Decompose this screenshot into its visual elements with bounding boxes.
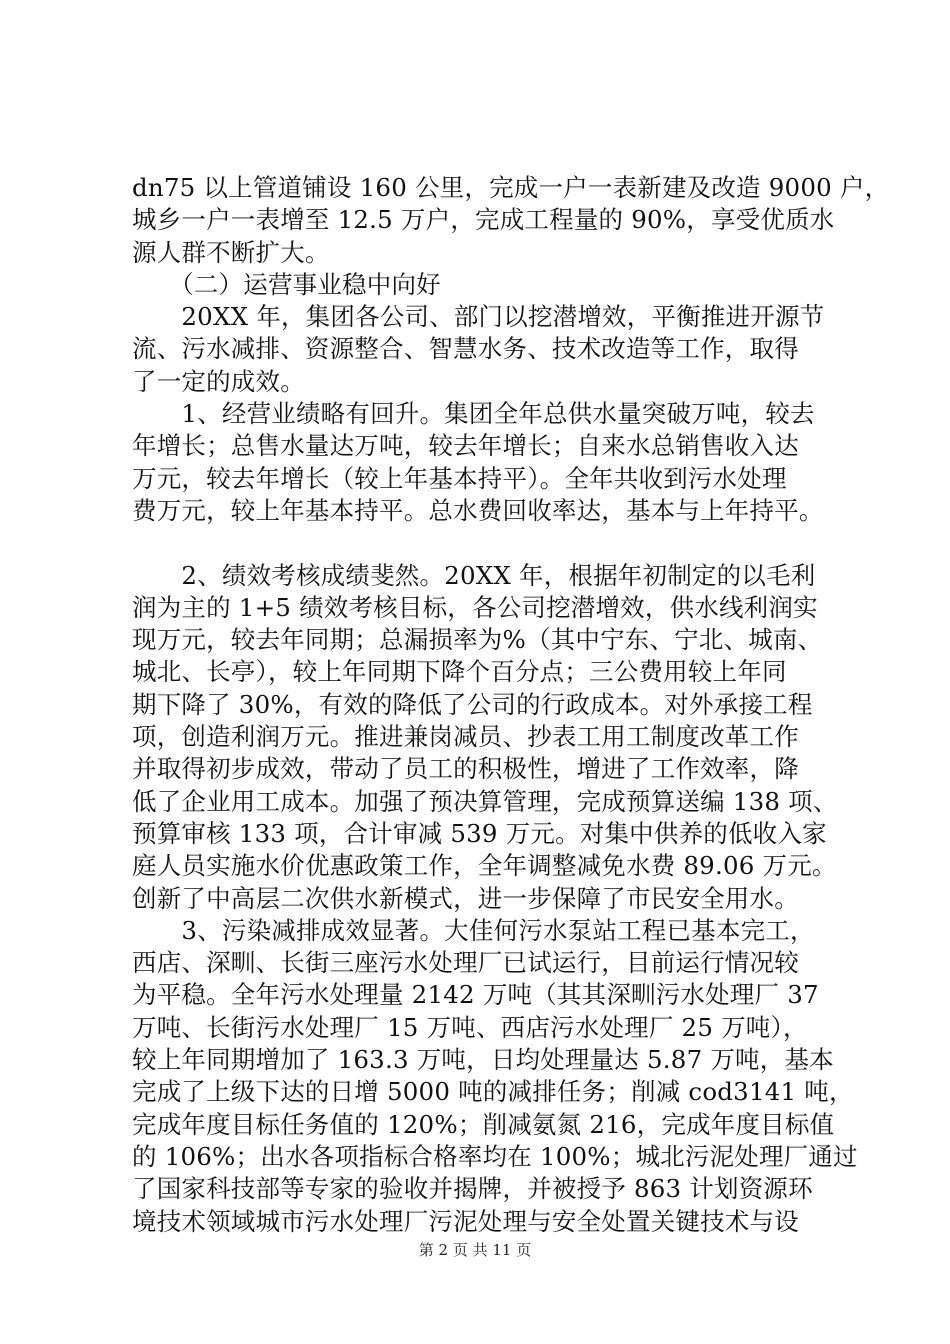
text-line: 西店、深甽、长街三座污水处理厂已试运行，目前运行情况较 bbox=[132, 948, 799, 978]
text-line: 费万元，较上年基本持平。总水费回收率达，基本与上年持平。 bbox=[132, 495, 824, 525]
document-body bbox=[132, 172, 890, 1238]
text-line: 期下降了 30%，有效的降低了公司的行政成本。对外承接工程 bbox=[132, 689, 813, 719]
text-line: dn75 以上管道铺设 160 公里，完成一户一表新建及改造 9000 户， bbox=[132, 173, 890, 202]
text-line: 预算审核 133 项，合计审减 539 万元。对集中供养的低收入家 bbox=[132, 818, 827, 848]
text-line: 庭人员实施水价优惠政策工作，全年调整减免水费 89.06 万元。 bbox=[132, 851, 837, 881]
page-number-footer: 第 2 页 共 11 页 bbox=[418, 1241, 532, 1259]
text-line: 完成年度目标任务值的 120%；削减氨氮 216，完成年度目标值 bbox=[132, 1109, 835, 1139]
text-line: 流、污水减排、资源整合、智慧水务、技术改造等工作，取得 bbox=[132, 334, 799, 364]
text-line: 项，创造利润万元。推进兼岗减员、抄表工用工制度改革工作 bbox=[132, 722, 799, 752]
text-line: 较上年同期增加了 163.3 万吨，日均处理量达 5.87 万吨，基本 bbox=[132, 1045, 834, 1075]
text-line: 万吨、长街污水处理厂 15 万吨、西店污水处理厂 25 万吨）， bbox=[132, 1012, 808, 1042]
text-line: 3、污染减排成效显著。大佳何污水泵站工程已基本完工， bbox=[132, 915, 815, 945]
paragraph-gap bbox=[132, 527, 832, 559]
text-line: 的 106%；出水各项指标合格率均在 100%；城北污泥处理厂通过 bbox=[132, 1141, 858, 1171]
text-line: 润为主的 1+5 绩效考核目标，各公司挖潜增效，供水线利润实 bbox=[132, 592, 818, 622]
text-line: 1、经营业绩略有回升。集团全年总供水量突破万吨，较去 bbox=[132, 399, 815, 429]
text-line: 低了企业用工成本。加强了预决算管理，完成预算送编 138 项、 bbox=[132, 786, 838, 816]
text-line: 完成了上级下达的日增 5000 吨的减排任务；削减 cod3141 吨， bbox=[132, 1077, 854, 1107]
text-line: 城乡一户一表增至 12.5 万户，完成工程量的 90%，享受优质水 bbox=[132, 205, 835, 235]
text-line: 为平稳。全年污水处理量 2142 万吨（其其深甽污水处理厂 37 bbox=[132, 980, 819, 1010]
text-line: 了国家科技部等专家的验收并揭牌，并被授予 863 计划资源环 bbox=[132, 1174, 813, 1204]
text-line: 现万元，较去年同期；总漏损率为%（其中宁东、宁北、城南、 bbox=[132, 625, 823, 655]
text-line: 创新了中高层二次供水新模式，进一步保障了市民安全用水。 bbox=[132, 883, 799, 913]
section-heading: （二）运营事业稳中向好 bbox=[132, 269, 441, 299]
text-line: 年增长；总售水量达万吨，较去年增长；自来水总销售收入达 bbox=[132, 431, 799, 461]
text-line: 万元，较去年增长（较上年基本持平）。全年共收到污水处理 bbox=[132, 463, 787, 493]
text-line: 并取得初步成效，带动了员工的积极性，增进了工作效率，降 bbox=[132, 754, 799, 784]
text-line: 境技术领域城市污水处理厂污泥处理与安全处置关键技术与设 bbox=[132, 1206, 799, 1236]
text-line: 源人群不断扩大。 bbox=[132, 237, 330, 267]
text-line: 2、绩效考核成绩斐然。20XX 年，根据年初制定的以毛利 bbox=[132, 560, 816, 590]
text-line: 20XX 年，集团各公司、部门以挖潜增效，平衡推进开源节 bbox=[132, 302, 825, 332]
text-line: 了一定的成效。 bbox=[132, 366, 305, 396]
text-line: 城北、长亭），较上年同期下降个百分点；三公费用较上年同 bbox=[132, 657, 787, 687]
